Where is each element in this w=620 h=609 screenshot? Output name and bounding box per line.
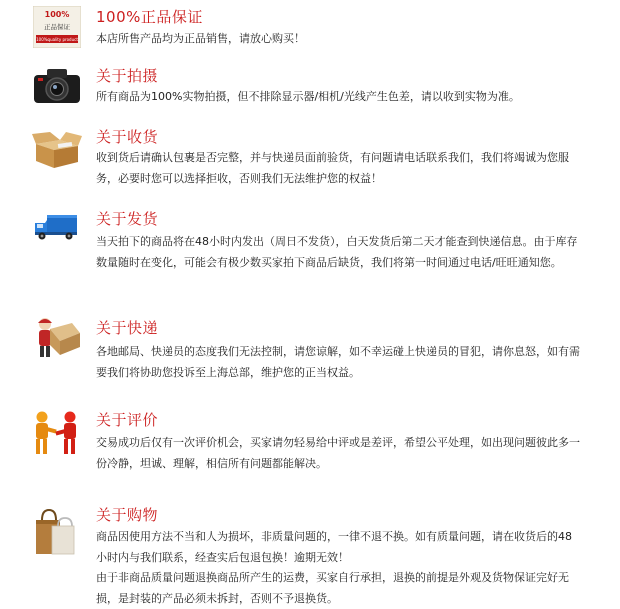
badge-top-text: 100% — [44, 10, 70, 19]
section-title: 关于购物 — [96, 506, 159, 524]
package-box-icon — [30, 128, 84, 170]
section-title: 关于收货 — [96, 128, 159, 146]
section-title: 关于评价 — [96, 411, 159, 429]
section-line: 本店所售产品均为正品销售，请放心购买！ — [96, 32, 305, 45]
section-line: 交易成功后仅有一次评价机会，买家请勿轻易给中评或是差评，希望公平处理，如出现问题彼此多一份冷静，坦诚、理解，相信所有问题都能解决。 — [96, 436, 580, 470]
section-body — [96, 148, 582, 189]
section-body — [96, 87, 582, 108]
section-body — [96, 342, 582, 383]
section-body — [96, 433, 582, 474]
section-body — [96, 527, 582, 609]
section-line: 各地邮局、快递员的态度我们无法控制，请您谅解，如不幸运碰上快递员的冒犯，请你息怒，如有需要我们将协助您投诉至上海总部，维护您的正当权益。 — [96, 345, 580, 379]
section-body — [96, 29, 582, 50]
section-body — [96, 232, 582, 273]
section-title: 100%正品保证 — [96, 8, 203, 26]
badge-mid-text: 正品保证 — [44, 23, 70, 31]
section-line: 商品因使用方法不当和人为损坏，非质量问题的，一律不退不换。如有质量问题，请在收货后的48小时内与我们联系，经查实后包退包换！逾期无效！ — [96, 530, 572, 564]
section-line: 所有商品为100%实物拍摄，但不排除显示器/相机/光线产生色差，请以收到实物为准。 — [96, 90, 520, 103]
section-title: 关于快递 — [96, 319, 159, 337]
shopping-bag-icon — [34, 508, 76, 556]
delivery-truck-icon — [33, 212, 79, 242]
courier-person-icon — [32, 315, 82, 359]
section-line: 收到货后请确认包裹是否完整，并与快递员面前验货，有问题请电话联系我们，我们将竭诚为您服务，必要时您可以选择拒收，否则我们无法维护您的权益！ — [96, 151, 569, 185]
section-line: 当天拍下的商品将在48小时内发出（周日不发货），白天发货后第二天才能查到快递信息。由于库存数量随时在变化，可能会有极少数买家拍下商品后缺货，我们将第一时间通过电话/旺旺通知您。 — [96, 235, 578, 269]
handshake-icon — [30, 410, 82, 456]
camera-icon — [32, 66, 82, 106]
badge-bottom-text: 100%quality product — [36, 37, 78, 42]
section-title: 关于拍摄 — [96, 67, 159, 85]
section-line: 由于非商品质量问题退换商品所产生的运费，买家自行承担，退换的前提是外观及货物保证完好无损，是封装的产品必须未拆封，否则不予退换货。 — [96, 571, 569, 605]
section-title: 关于发货 — [96, 210, 159, 228]
guarantee-badge-icon — [33, 6, 81, 48]
